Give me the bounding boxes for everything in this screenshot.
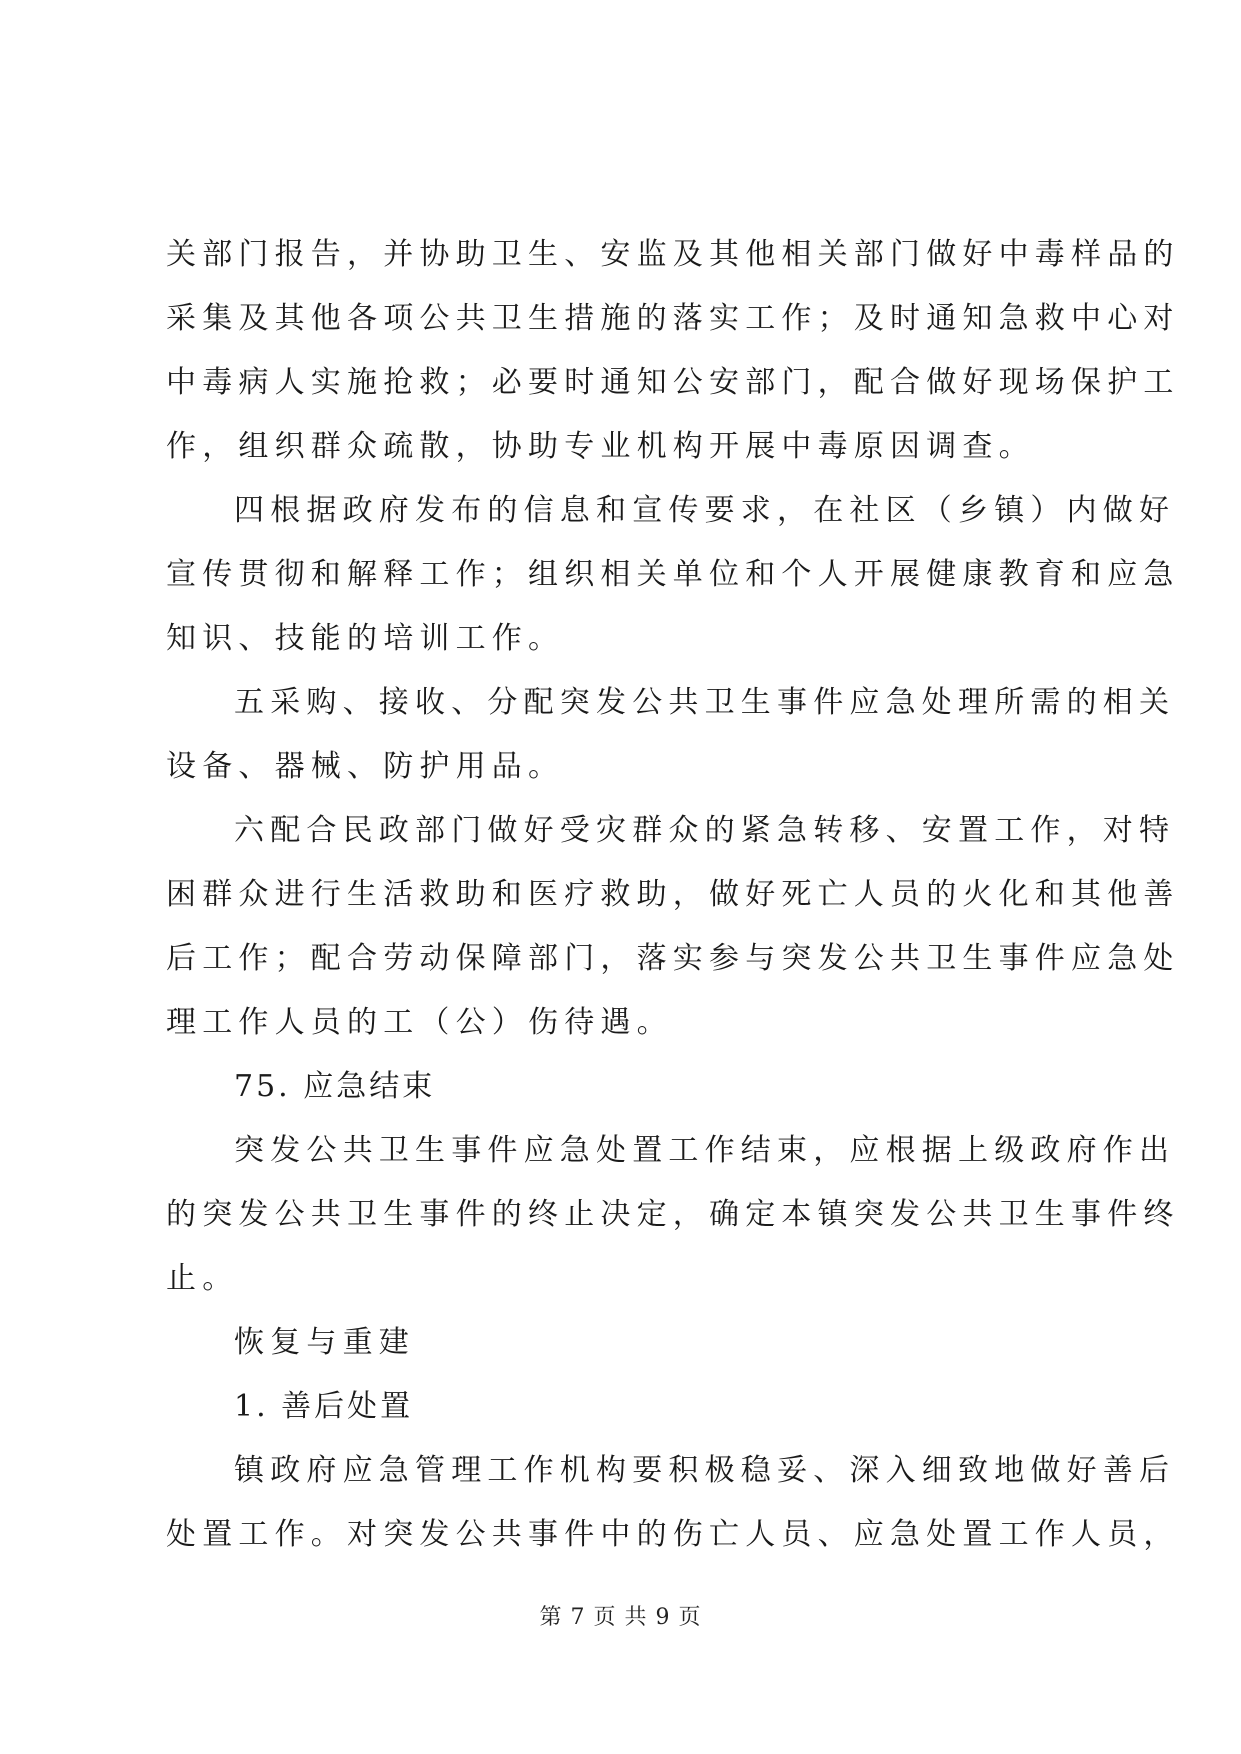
paragraph-line: 的突发公共卫生事件的终止决定，确定本镇突发公共卫生事件终 [166, 1197, 1180, 1232]
paragraph-line: 作，组织群众疏散，协助专业机构开展中毒原因调查。 [166, 429, 1035, 464]
section-heading: 恢复与重建 [234, 1325, 415, 1360]
paragraph-line: 中毒病人实施抢救；必要时通知公安部门，配合做好现场保护工 [166, 365, 1180, 400]
paragraph-line: 镇政府应急管理工作机构要积极稳妥、深入细致地做好善后 [234, 1453, 1176, 1488]
paragraph-line: 采集及其他各项公共卫生措施的落实工作；及时通知急救中心对 [166, 301, 1180, 336]
paragraph-line: 宣传贯彻和解释工作；组织相关单位和个人开展健康教育和应急 [166, 557, 1180, 592]
document-body [166, 223, 1180, 1567]
paragraph-line: 五采购、接收、分配突发公共卫生事件应急处理所需的相关 [234, 685, 1176, 720]
paragraph-line: 六配合民政部门做好受灾群众的紧急转移、安置工作，对特 [234, 813, 1176, 848]
paragraph-line: 后工作；配合劳动保障部门，落实参与突发公共卫生事件应急处 [166, 941, 1180, 976]
paragraph-line: 处置工作。对突发公共事件中的伤亡人员、应急处置工作人员， [166, 1517, 1180, 1552]
paragraph-line: 突发公共卫生事件应急处置工作结束，应根据上级政府作出 [234, 1133, 1176, 1168]
section-heading: 75. 应急结束 [234, 1069, 436, 1104]
page-number-footer: 第 7 页 共 9 页 [539, 1605, 702, 1630]
paragraph-line: 设备、器械、防护用品。 [166, 749, 565, 784]
paragraph-line: 困群众进行生活救助和医疗救助，做好死亡人员的火化和其他善 [166, 877, 1180, 912]
subsection-heading: 1. 善后处置 [234, 1389, 414, 1424]
paragraph-line: 关部门报告，并协助卫生、安监及其他相关部门做好中毒样品的 [166, 237, 1180, 272]
paragraph-line: 四根据政府发布的信息和宣传要求，在社区（乡镇）内做好 [234, 493, 1176, 528]
paragraph-line: 知识、技能的培训工作。 [166, 621, 565, 656]
paragraph-line: 止。 [166, 1261, 239, 1296]
paragraph-line: 理工作人员的工（公）伤待遇。 [166, 1005, 673, 1040]
